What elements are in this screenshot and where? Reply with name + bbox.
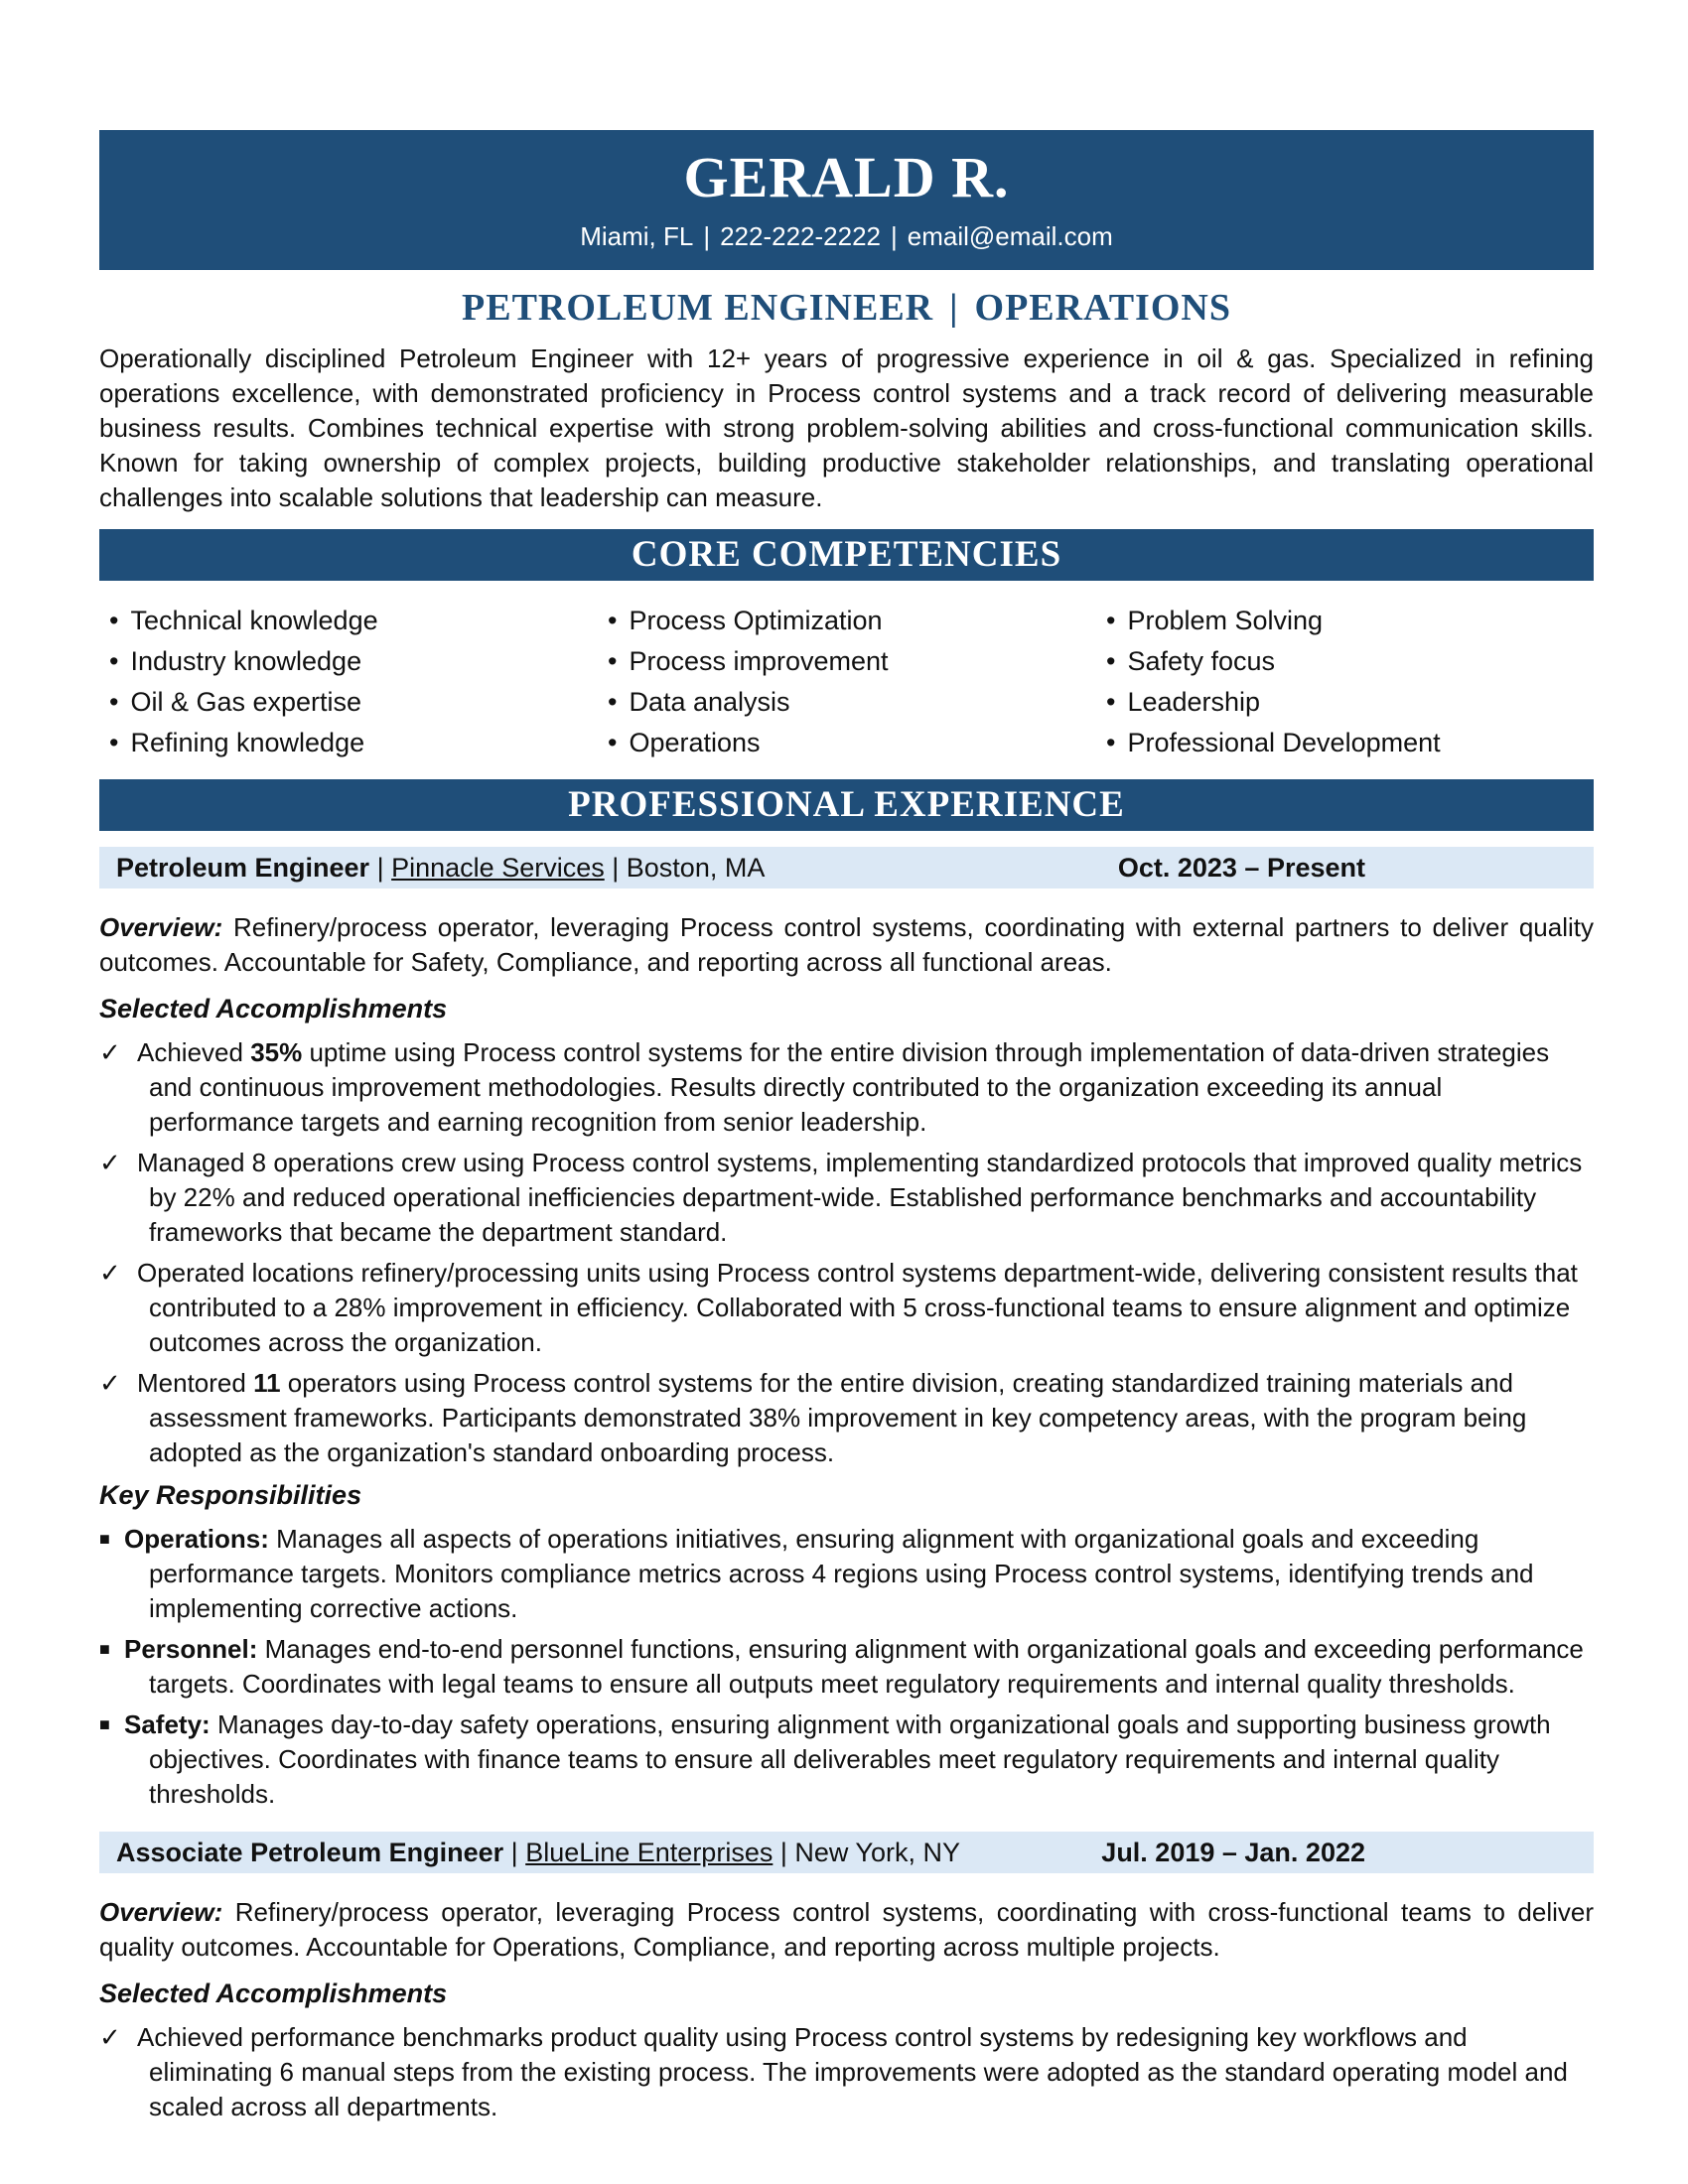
responsibility-item — [99, 1707, 1594, 1812]
headline-role: PETROLEUM ENGINEER — [462, 287, 934, 329]
accomplishment-text: Mentored — [137, 1368, 254, 1398]
job-separator: | — [376, 853, 384, 883]
accomplishment-text: Achieved — [137, 1037, 251, 1067]
overview-text: Refinery/process operator, leveraging Process control systems, coordinating with cross-functional teams to deliver quality outcomes. Accountable for Operations, Compliance, and reporting across multiple projects. — [99, 1897, 1595, 1962]
job-overview — [99, 1895, 1594, 1965]
job-location: New York, NY — [794, 1838, 960, 1867]
job-location: Boston, MA — [626, 853, 766, 883]
competency-item: • Process improvement — [598, 641, 1096, 682]
square-bullet-icon: ■ — [99, 1714, 110, 1734]
accomplishment-text: uptime using Process control systems for the entire division through implementation of data-driven strategies and continuous improvement methodologies. Results directly contributed to the organization exceeding its annual performance targets and earning recognition from senior leadership. — [149, 1037, 1550, 1137]
responsibility-item — [99, 1522, 1594, 1626]
accomplishment-text: operators using Process control systems for the entire division, creating standardized training materials and assessment frameworks. Participants demonstrated 38% improvement in key competency areas, with the program being adopted as the organization's standard onboarding process. — [149, 1368, 1527, 1467]
checkmark-icon: ✓ — [99, 2022, 121, 2052]
accomplishment-text: Achieved performance benchmarks product quality using Process control systems by redesigning key workflows and eliminating 6 manual steps from the existing process. The improvements were adopted as the standard operating model and scaled across all departments. — [137, 2022, 1568, 2121]
contact-separator: | — [891, 221, 898, 251]
accomplishments-heading: Selected Accomplishments — [99, 994, 448, 1024]
competency-item: • Oil & Gas expertise — [99, 682, 598, 723]
competency-item: • Leadership — [1096, 682, 1594, 723]
headline-focus: OPERATIONS — [974, 287, 1231, 329]
checkmark-icon: ✓ — [99, 1368, 121, 1398]
job-header — [99, 847, 1594, 888]
job-separator: | — [612, 853, 620, 883]
job-dates: Jul. 2019 – Jan. 2022 — [1101, 1838, 1365, 1867]
responsibility-label: Operations: — [124, 1524, 269, 1554]
contact-email[interactable]: email@email.com — [907, 221, 1113, 251]
square-bullet-icon: ■ — [99, 1639, 110, 1659]
accomplishment-metric: 11 — [253, 1368, 281, 1398]
company-link[interactable]: Pinnacle Services — [391, 853, 605, 883]
contact-phone: 222-222-2222 — [720, 221, 882, 251]
responsibility-label: Safety: — [124, 1709, 211, 1739]
professional-headline — [99, 286, 1594, 330]
competency-item: • Problem Solving — [1096, 601, 1594, 641]
accomplishment-item — [99, 1035, 1594, 1140]
headline-separator: | — [949, 287, 959, 329]
contact-separator: | — [703, 221, 711, 251]
checkmark-icon: ✓ — [99, 1037, 121, 1067]
contact-line — [99, 221, 1594, 251]
competency-item: • Operations — [598, 723, 1096, 763]
job-title: Petroleum Engineer — [116, 853, 370, 883]
competency-item: • Refining knowledge — [99, 723, 598, 763]
competencies-column — [598, 601, 1096, 763]
accomplishment-metric: 35% — [250, 1037, 303, 1067]
competency-item: • Data analysis — [598, 682, 1096, 723]
competency-item: • Technical knowledge — [99, 601, 598, 641]
accomplishment-item — [99, 1366, 1594, 1470]
accomplishment-text: Managed 8 operations crew using Process control systems, implementing standardized protocols that improved quality metrics by 22% and reduced operational inefficiencies department-wide. Established performance benchmarks and accountability frameworks that became the department standard. — [137, 1148, 1583, 1247]
professional-summary: Operationally disciplined Petroleum Engineer with 12+ years of progressive experience in oil & gas. Specialized in refining operations excellence, with demonstrated proficiency in Process control systems and a track record of delivering measurable business results. Combines technical expertise with strong problem-solving abilities and cross-functional communication skills. Known for taking ownership of complex projects, building productive stakeholder relationships, and translating operational challenges into scalable solutions that leadership can measure. — [99, 343, 1594, 512]
overview-label: Overview: — [99, 1897, 223, 1927]
competencies-heading: CORE COMPETENCIES — [99, 529, 1594, 581]
job-separator: | — [779, 1838, 787, 1867]
responsibilities-heading: Key Responsibilities — [99, 1480, 362, 1510]
square-bullet-icon: ■ — [99, 1529, 110, 1549]
job-header — [99, 1832, 1594, 1873]
accomplishment-item — [99, 2020, 1594, 2124]
responsibility-text: Manages day-to-day safety operations, ensuring alignment with organizational goals and supporting business growth objectives. Coordinates with finance teams to ensure all deliverables meet regulatory requirements and internal quality thresholds. — [149, 1709, 1551, 1809]
responsibility-text: Manages end-to-end personnel functions, ensuring alignment with organizational goals and exceeding performance targets. Coordinates with legal teams to ensure all outputs meet regulatory requirements and internal quality thresholds. — [149, 1634, 1584, 1699]
checkmark-icon: ✓ — [99, 1148, 121, 1177]
accomplishments-list — [99, 2020, 1594, 2124]
job-dates: Oct. 2023 – Present — [1117, 853, 1365, 883]
competency-item: • Professional Development — [1096, 723, 1594, 763]
accomplishments-heading: Selected Accomplishments — [99, 1979, 448, 2008]
experience-heading: PROFESSIONAL EXPERIENCE — [99, 779, 1594, 831]
competency-item: • Industry knowledge — [99, 641, 598, 682]
job-separator: | — [510, 1838, 518, 1867]
competency-item: • Process Optimization — [598, 601, 1096, 641]
competencies-grid — [99, 601, 1594, 763]
responsibility-item — [99, 1632, 1594, 1702]
job-overview — [99, 910, 1594, 980]
candidate-name: GERALD R. — [683, 145, 1010, 209]
accomplishment-text: Operated locations refinery/processing units using Process control systems department-wide, delivering consistent results that contributed to a 28% improvement in efficiency. Collaborated with 5 cross-functional teams to ensure alignment and optimize outcomes across the organization. — [137, 1258, 1578, 1357]
contact-location: Miami, FL — [580, 221, 694, 251]
competencies-column — [1096, 601, 1594, 763]
accomplishments-list — [99, 1035, 1594, 1470]
responsibility-label: Personnel: — [124, 1634, 258, 1664]
name-banner — [99, 130, 1594, 270]
accomplishment-item — [99, 1256, 1594, 1360]
competencies-column — [99, 601, 598, 763]
responsibility-text: Manages all aspects of operations initiatives, ensuring alignment with organizational goals and exceeding performance targets. Monitors compliance metrics across 4 regions using Process control systems, identifying trends and implementing corrective actions. — [149, 1524, 1534, 1623]
accomplishment-item — [99, 1146, 1594, 1250]
overview-text: Refinery/process operator, leveraging Process control systems, coordinating with external partners to deliver quality outcomes. Accountable for Safety, Compliance, and reporting across all functional areas. — [99, 912, 1594, 977]
overview-label: Overview: — [99, 912, 223, 942]
resume-content — [99, 130, 1594, 2130]
competency-item: • Safety focus — [1096, 641, 1594, 682]
checkmark-icon: ✓ — [99, 1258, 121, 1288]
job-title: Associate Petroleum Engineer — [116, 1838, 504, 1867]
responsibilities-list — [99, 1522, 1594, 1812]
company-link[interactable]: BlueLine Enterprises — [525, 1838, 774, 1867]
